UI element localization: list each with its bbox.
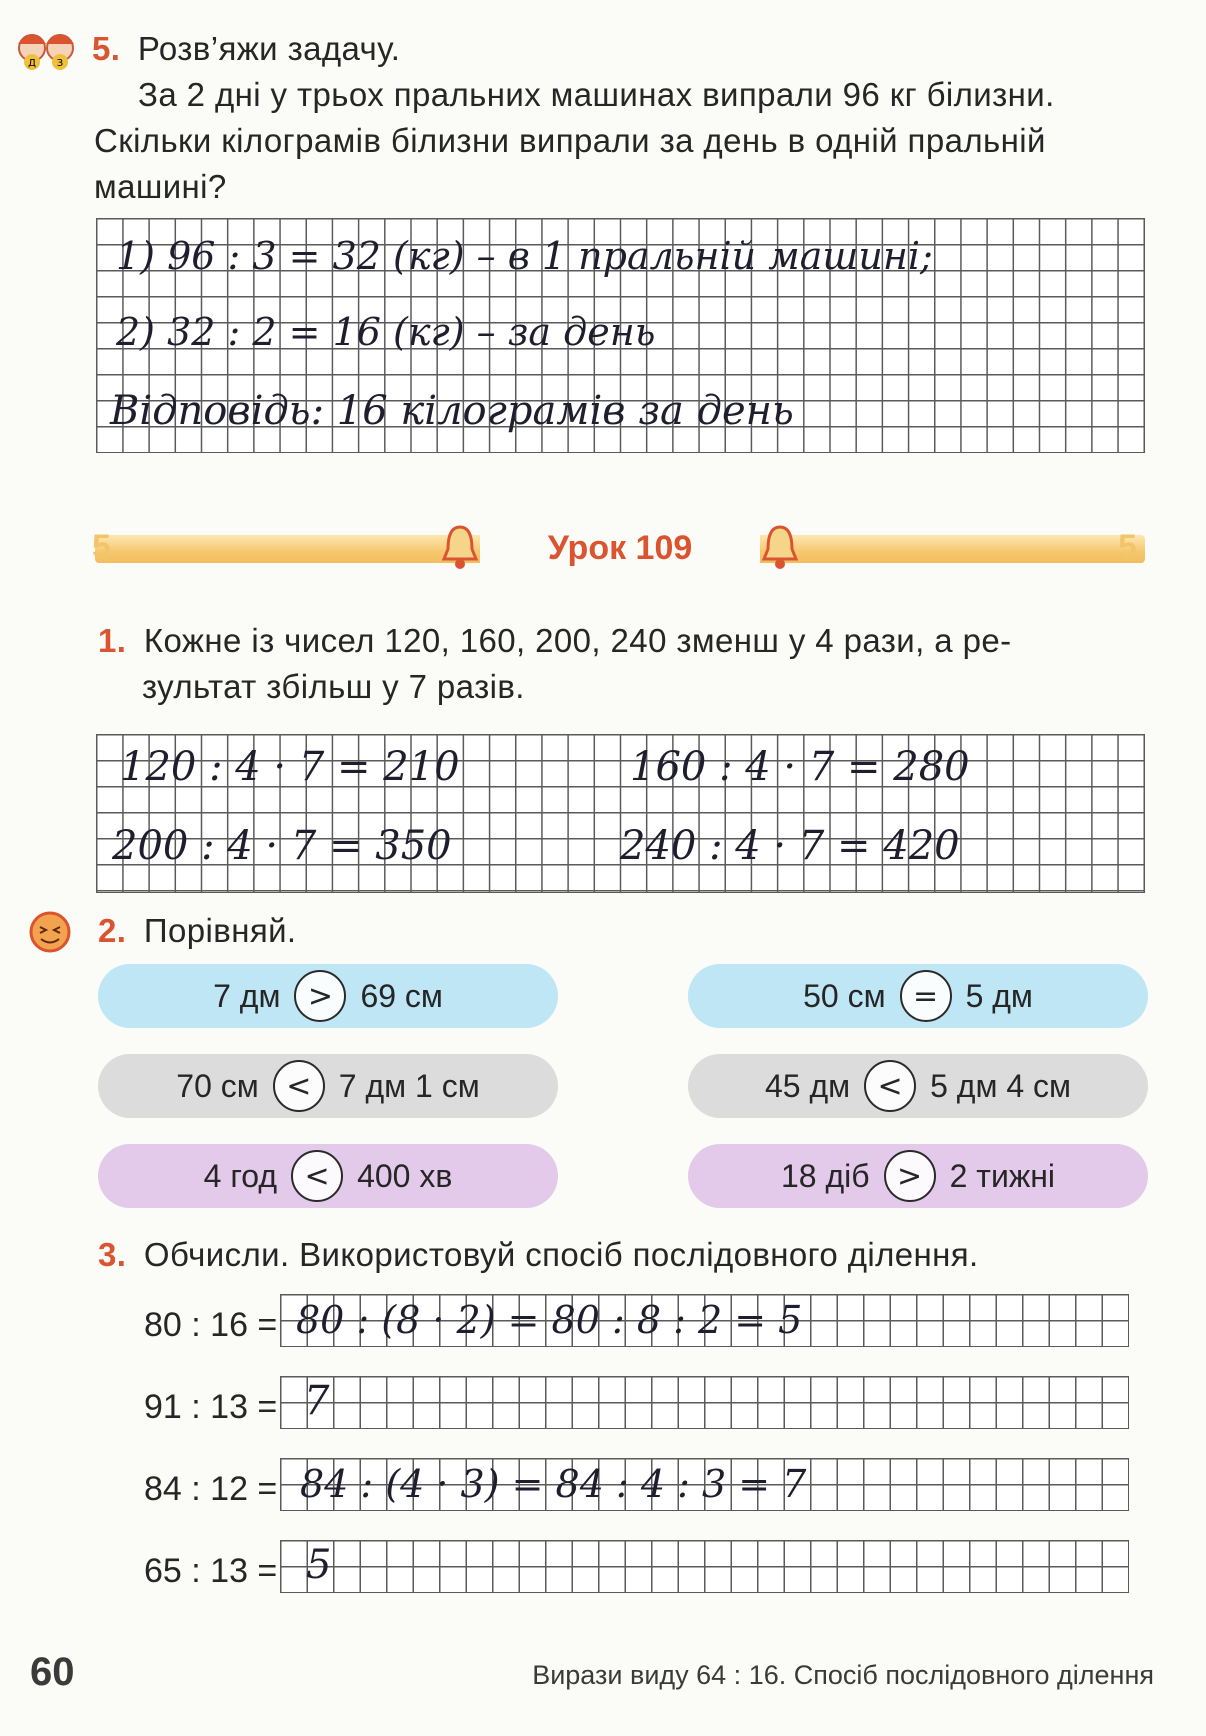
comparison-left: 18 діб <box>781 1157 870 1194</box>
comparison-pill <box>98 1054 558 1118</box>
task1-answer-240: 240 : 4 · 7 = 420 <box>620 823 960 869</box>
comparison-pill <box>688 964 1148 1028</box>
task1-answer-120: 120 : 4 · 7 = 210 <box>120 744 460 790</box>
comparison-left: 50 см <box>803 977 886 1014</box>
page-footer-title: Вирази виду 64 : 16. Спосіб послідовного ділення <box>532 1660 1154 1690</box>
task1-number: 1. <box>98 622 127 659</box>
comparison-right: 5 дм <box>965 977 1033 1014</box>
comparison-sign[interactable]: > <box>294 970 346 1022</box>
task3-expression: 91 : 13 = <box>144 1388 278 1426</box>
task1-line1 <box>98 618 1011 664</box>
task5-number: 5. <box>92 30 121 67</box>
task3-heading: Обчисли. Використовуй спосіб послідовного ділення. <box>143 1236 979 1273</box>
task2-heading: Порівняй. <box>143 912 297 949</box>
comparison-sign[interactable]: < <box>273 1060 325 1112</box>
task5-heading: Розв’яжи задачу. <box>137 30 401 67</box>
comparison-pill <box>688 1144 1148 1208</box>
task2-heading-line <box>98 908 297 954</box>
lesson-title: Урок 109 <box>480 522 760 574</box>
children-icon <box>14 26 78 72</box>
task1-text-line1: Кожне із чисел 120, 160, 200, 240 зменш у 4 рази, а ре- <box>143 622 1012 659</box>
task5-text-line2: Скільки кілограмів білизни випрали за день в одній пральній <box>94 122 1046 159</box>
task5-solution-step1: 1) 96 : 3 = 32 (кг) – в 1 пральній машині; <box>116 234 933 278</box>
task5-badge <box>14 26 78 72</box>
task1-answer-200: 200 : 4 · 7 = 350 <box>112 823 452 869</box>
comparison-right: 2 тижні <box>949 1157 1055 1194</box>
comparison-right: 400 хв <box>357 1157 453 1194</box>
comparison-pill <box>98 964 558 1028</box>
page-number: 60 <box>30 1650 75 1694</box>
lesson-corner-left: 5 <box>92 528 111 566</box>
comparison-right: 7 дм 1 см <box>338 1067 480 1104</box>
task3-answer: 7 <box>304 1378 330 1424</box>
task5-text-line3: машині? <box>94 168 227 205</box>
task3-number: 3. <box>98 1236 127 1273</box>
comparison-left: 70 см <box>176 1067 259 1104</box>
smiley-icon <box>28 910 72 959</box>
task1-answer-160: 160 : 4 · 7 = 280 <box>630 744 970 790</box>
task3-answer-grid <box>280 1540 1129 1593</box>
lesson-corner-right: 5 <box>1118 528 1137 566</box>
badge-left-letter: Д <box>28 58 36 69</box>
task3-answer: 5 <box>306 1542 332 1588</box>
comparison-right: 5 дм 4 см <box>930 1067 1072 1104</box>
comparison-sign[interactable]: < <box>291 1150 343 1202</box>
task3-expression: 84 : 12 = <box>144 1470 278 1508</box>
comparison-left: 4 год <box>203 1157 278 1194</box>
task3-answer: 80 : (8 · 2) = 80 : 8 : 2 = 5 <box>296 1298 803 1342</box>
bell-icon <box>760 523 800 576</box>
comparison-left: 45 дм <box>764 1067 851 1104</box>
task5-text-line1: За 2 дні у трьох пральних машинах випрали 96 кг білизни. <box>138 76 1055 113</box>
comparison-left: 7 дм <box>213 977 281 1014</box>
task3-expression: 65 : 13 = <box>144 1552 278 1590</box>
task1-text-line2: зультат збільш у 7 разів. <box>142 668 525 705</box>
task5-heading-line <box>92 26 400 72</box>
task3-answer-grid <box>280 1376 1129 1429</box>
comparison-right: 69 см <box>360 977 443 1014</box>
task5-solution-step2: 2) 32 : 2 = 16 (кг) – за день <box>116 310 656 354</box>
task3-heading-line <box>98 1232 979 1278</box>
task3-answer: 84 : (4 · 3) = 84 : 4 : 3 = 7 <box>300 1462 807 1506</box>
bell-icon <box>440 523 480 576</box>
badge-right-letter: З <box>56 58 64 69</box>
comparison-pill <box>98 1144 558 1208</box>
task5-answer: Відповідь: 16 кілограмів за день <box>110 388 794 434</box>
comparison-pill <box>688 1054 1148 1118</box>
comparison-sign[interactable]: > <box>884 1150 936 1202</box>
task3-expression: 80 : 16 = <box>144 1306 278 1344</box>
comparison-sign[interactable]: < <box>864 1060 916 1112</box>
task2-number: 2. <box>98 912 127 949</box>
comparison-sign[interactable]: = <box>900 970 952 1022</box>
